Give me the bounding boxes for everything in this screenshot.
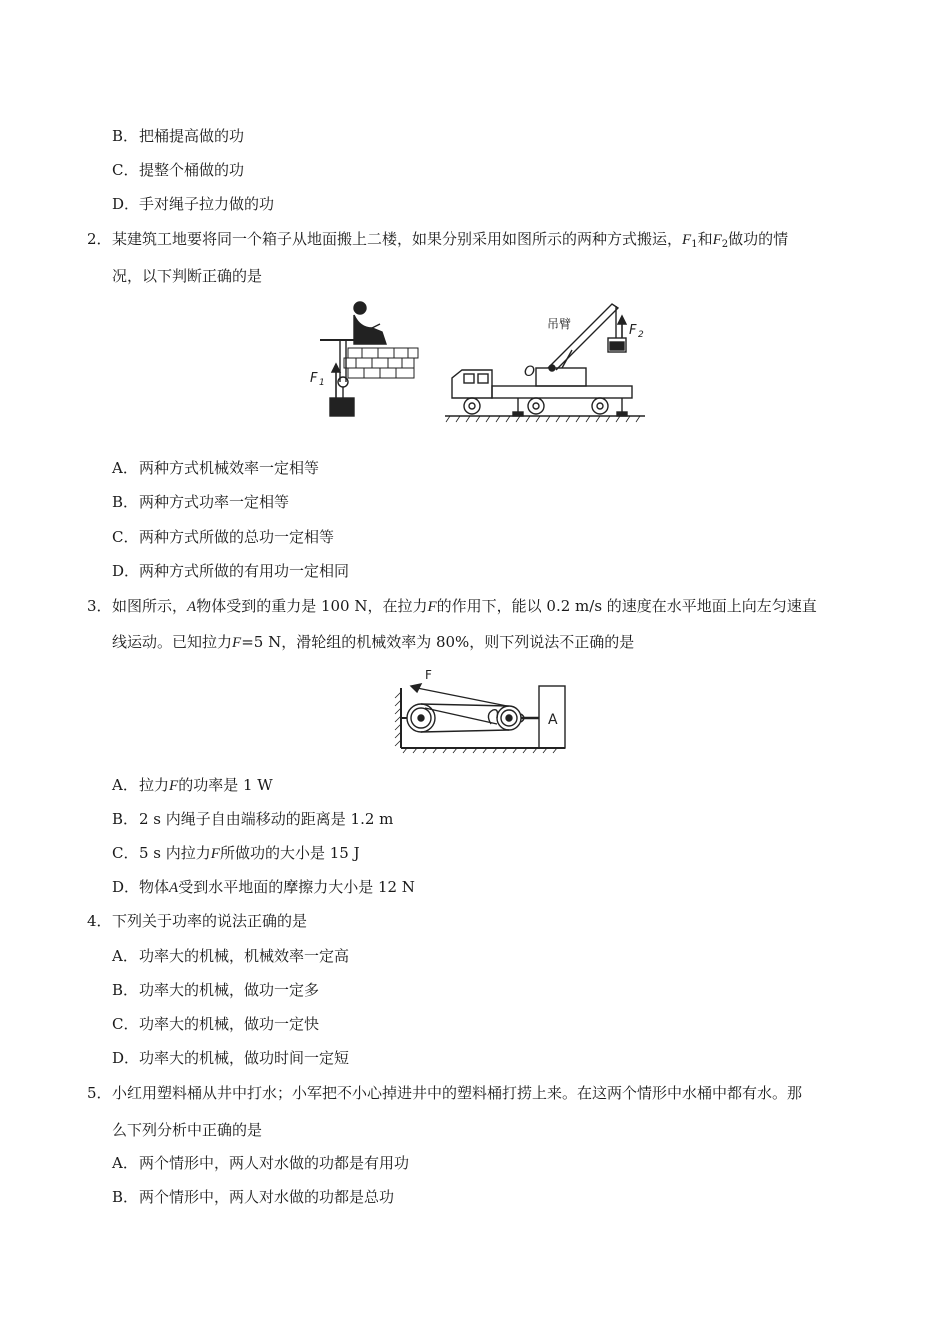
crane-truck-illustration <box>445 304 645 422</box>
option-label: D． <box>112 195 140 213</box>
q2-option-a <box>112 458 319 478</box>
option-text: 物体 <box>139 878 170 896</box>
label-crane-arm: 吊臂 <box>547 317 572 331</box>
q3-option-b <box>112 809 393 829</box>
q4-stem-text: 下列关于功率的说法正确的是 <box>112 912 308 930</box>
option-label: C． <box>112 528 139 546</box>
option-text: 两个情形中，两人对水做的功都是有用功 <box>139 1154 410 1172</box>
q3-figure <box>387 662 567 754</box>
option-label: C． <box>112 844 139 862</box>
option-text-end: 的功率是 1 W <box>178 776 273 794</box>
question-number: 5． <box>87 1084 112 1102</box>
q5-option-b <box>112 1187 394 1207</box>
q3-text-3: 的作用下，能以 0.2 m/s 的速度在水平地面上向左匀速直 <box>436 597 817 615</box>
label-f2-sub: 2 <box>638 330 644 340</box>
option-label: C． <box>112 161 139 179</box>
question-number: 4． <box>87 912 112 930</box>
option-label: C． <box>112 1015 139 1033</box>
q2-sub-1: 1 <box>691 239 698 250</box>
q2-option-b <box>112 492 289 512</box>
q5-stem-text: 小红用塑料桶从井中打水；小军把不小心掉进井中的塑料桶打捞上来。在这两个情形中水桶中都有水。那 <box>112 1084 803 1102</box>
q2-var-f2: F <box>712 232 722 248</box>
option-label: A． <box>112 459 138 477</box>
q4-option-b <box>112 980 319 1000</box>
q2-option-c <box>112 527 334 547</box>
q3-stem-line2 <box>112 632 634 653</box>
option-label: D． <box>112 878 140 896</box>
q2-and: 和 <box>697 230 713 248</box>
q2-figure <box>300 298 650 425</box>
q2-stem-text: 某建筑工地要将同一个箱子从地面搬上二楼，如果分别采用如图所示的两种方式搬运， <box>112 230 683 248</box>
q2-var-f1: F <box>682 232 692 248</box>
option-text: 手对绳子拉力做的功 <box>139 195 275 213</box>
label-f2: F <box>629 323 637 338</box>
q3-var-a: A <box>187 599 197 615</box>
label-block-a: A <box>548 712 558 728</box>
option-text: 功率大的机械，做功时间一定短 <box>139 1049 350 1067</box>
option-label: B． <box>112 493 139 511</box>
q2-option-d <box>112 561 349 581</box>
option-label: B． <box>112 127 139 145</box>
q4-option-c <box>112 1014 319 1034</box>
label-f1-sub: 1 <box>319 378 325 388</box>
q4-stem <box>87 911 307 931</box>
q2-sub-2: 2 <box>721 239 729 250</box>
option-text-end: 受到水平地面的摩擦力大小是 12 N <box>178 878 415 896</box>
q3-option-a <box>112 775 273 796</box>
q3-option-d <box>112 877 415 898</box>
option-label: D． <box>112 1049 140 1067</box>
option-text: 两个情形中，两人对水做的功都是总功 <box>139 1188 395 1206</box>
option-text: 把桶提高做的功 <box>139 127 245 145</box>
option-text: 两种方式所做的总功一定相等 <box>139 528 335 546</box>
q3-var-f: F <box>427 599 437 615</box>
option-text: 两种方式所做的有用功一定相同 <box>139 562 350 580</box>
option-label: B． <box>112 1188 139 1206</box>
q4-option-a <box>112 946 349 966</box>
q1-option-d <box>112 194 274 214</box>
q3-text-1: 如图所示， <box>112 597 188 615</box>
q3-option-c <box>112 843 360 864</box>
q1-option-b <box>112 126 244 146</box>
option-text: 两种方式功率一定相等 <box>139 493 290 511</box>
option-var: A <box>169 880 179 896</box>
option-text: 功率大的机械，做功一定快 <box>139 1015 320 1033</box>
q5-option-a <box>112 1153 409 1173</box>
q5-stem <box>87 1083 802 1103</box>
option-text: 5 s 内拉力 <box>139 844 211 862</box>
worker-pulley-illustration <box>320 302 418 416</box>
q3-text-5: =5 N，滑轮组的机械效率为 80%，则下列说法不正确的是 <box>241 633 635 651</box>
option-text: 拉力 <box>139 776 170 794</box>
option-var: F <box>169 778 179 794</box>
option-label: B． <box>112 810 139 828</box>
q4-option-d <box>112 1048 349 1068</box>
option-text-end: 所做功的大小是 15 J <box>219 844 360 862</box>
q3-stem <box>87 596 817 617</box>
option-label: B． <box>112 981 139 999</box>
q2-stem-text-end: 做功的情 <box>728 230 789 248</box>
q1-option-c <box>112 160 244 180</box>
q2-stem-line2: 况，以下判断正确的是 <box>112 267 263 285</box>
label-force-f: F <box>425 668 432 682</box>
q3-text-2: 物体受到的重力是 100 N，在拉力 <box>196 597 428 615</box>
question-number: 3． <box>87 597 112 615</box>
option-label: A． <box>112 947 138 965</box>
option-label: A． <box>112 776 138 794</box>
label-pivot-o: O <box>524 364 536 380</box>
q2-stem <box>87 229 788 250</box>
label-f1: F <box>310 371 318 386</box>
option-text: 2 s 内绳子自由端移动的距离是 1.2 m <box>139 810 394 828</box>
pulley-system-illustration <box>395 682 565 753</box>
option-text: 功率大的机械，机械效率一定高 <box>139 947 350 965</box>
option-label: D． <box>112 562 140 580</box>
q3-text-4: 线运动。已知拉力 <box>112 633 233 651</box>
option-text: 功率大的机械，做功一定多 <box>139 981 320 999</box>
option-text: 两种方式机械效率一定相等 <box>139 459 320 477</box>
option-var: F <box>210 846 220 862</box>
q3-var-f-2: F <box>232 635 242 651</box>
option-text: 提整个桶做的功 <box>139 161 245 179</box>
question-number: 2． <box>87 230 112 248</box>
option-label: A． <box>112 1154 138 1172</box>
q5-stem-line2: 么下列分析中正确的是 <box>112 1121 263 1139</box>
